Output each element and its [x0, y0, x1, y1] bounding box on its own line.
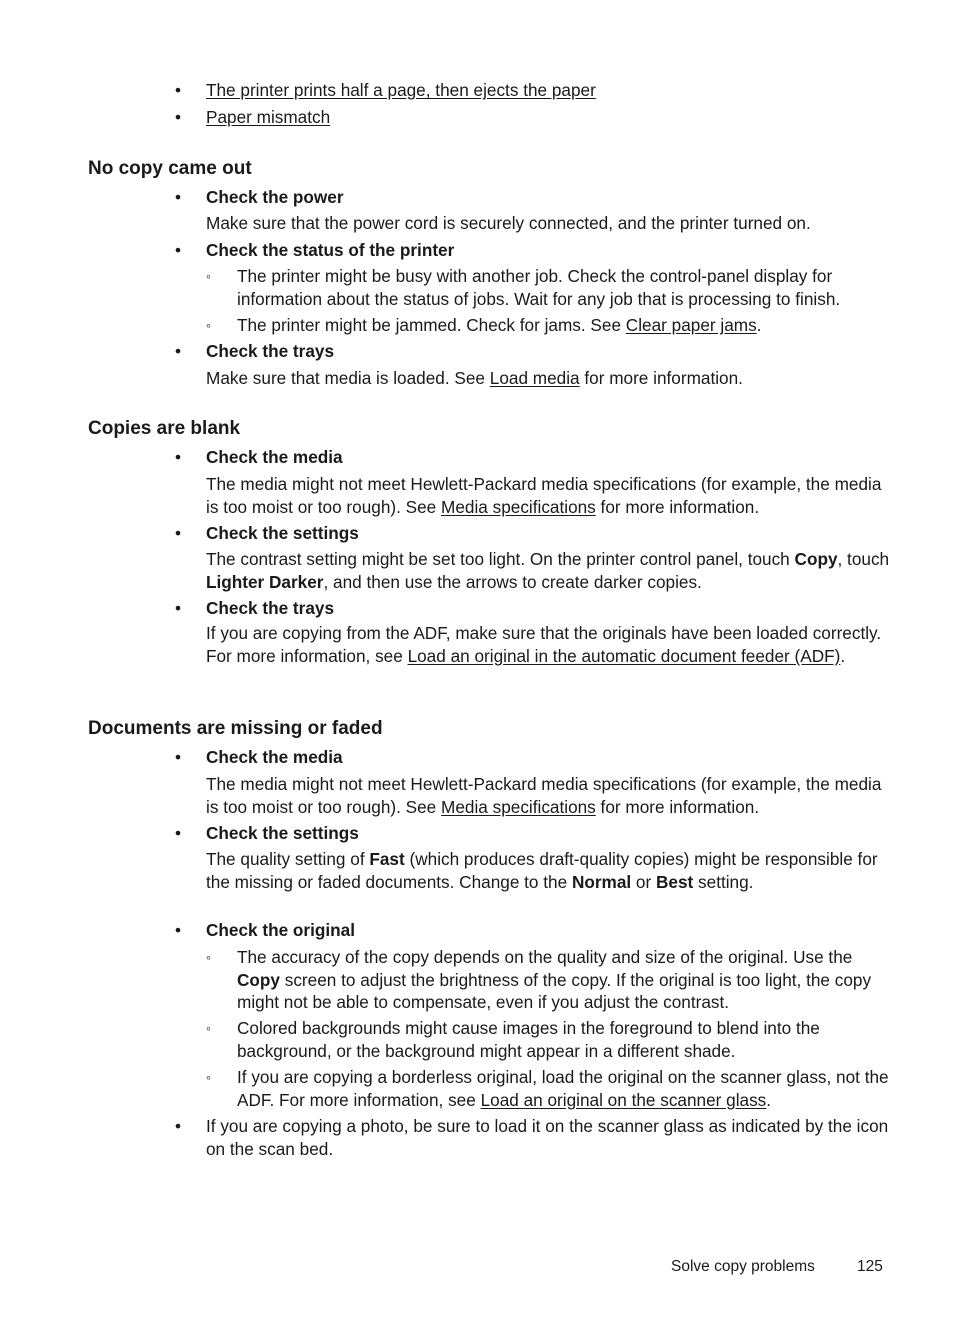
- item-text-check-media: The media might not meet Hewlett-Packard media specifications (for example, the media is too moist or too rough). See Media specifications for more information.: [206, 774, 882, 817]
- link-load-media[interactable]: Load media: [489, 368, 580, 388]
- item-title-check-media: Check the media: [206, 447, 343, 467]
- item-title-check-settings: Check the settings: [206, 523, 359, 543]
- item-title-check-media: Check the media: [206, 747, 343, 767]
- bullet: •: [175, 187, 182, 207]
- sub-bullet: ◦: [206, 1069, 211, 1085]
- original-sub-borderless: If you are copying a borderless original, load the original on the scanner glass, not the ADF. For more information, see Load an original on the scanner glass.: [237, 1067, 889, 1110]
- item-title-check-settings: Check the settings: [206, 823, 359, 843]
- bullet: •: [175, 80, 182, 100]
- heading-no-copy-came-out: No copy came out: [88, 158, 252, 179]
- item-text-check-settings: The quality setting of Fast (which produces draft-quality copies) might be responsible for the missing or faded documents. Change to the Normal or Best setting.: [206, 849, 878, 892]
- sub-bullet: ◦: [206, 1020, 211, 1036]
- footer-section-title: Solve copy problems: [671, 1258, 815, 1275]
- heading-documents-missing-faded: Documents are missing or faded: [88, 718, 383, 739]
- bullet: •: [175, 598, 182, 618]
- link-clear-paper-jams[interactable]: Clear paper jams: [625, 315, 757, 335]
- link-media-specifications[interactable]: Media specifications: [441, 796, 596, 817]
- item-text-check-trays: If you are copying from the ADF, make sure that the originals have been loaded correctly. For more information, see Load an original in the automatic document feeder (ADF).: [206, 623, 882, 666]
- item-text-check-power: Make sure that the power cord is securely connected, and the printer turned on.: [206, 213, 811, 233]
- bullet: •: [175, 523, 182, 543]
- sub-bullet: ◦: [206, 317, 211, 333]
- link-load-original-scanner-glass[interactable]: Load an original on the scanner glass: [480, 1089, 767, 1110]
- item-title-check-power: Check the power: [206, 187, 344, 207]
- item-title-check-trays: Check the trays: [206, 341, 335, 361]
- bullet: •: [175, 920, 182, 940]
- bullet: •: [175, 447, 182, 467]
- link-media-specifications[interactable]: Media specifications: [441, 496, 596, 517]
- link-load-original-adf[interactable]: Load an original in the automatic document feeder (ADF): [407, 645, 841, 666]
- bullet: •: [175, 823, 182, 843]
- heading-copies-are-blank: Copies are blank: [88, 418, 241, 439]
- bullet: •: [175, 747, 182, 767]
- bullet: •: [175, 1116, 182, 1136]
- bullet: •: [175, 107, 182, 127]
- status-sub-jammed: The printer might be jammed. Check for jams. See Clear paper jams.: [237, 315, 762, 335]
- item-text-check-media: The media might not meet Hewlett-Packard media specifications (for example, the media is too moist or too rough). See Media specifications for more information.: [206, 474, 882, 517]
- link-half-page-eject[interactable]: The printer prints half a page, then ejects the paper: [206, 80, 596, 100]
- status-sub-busy: The printer might be busy with another job. Check the control-panel display for information about the status of jobs. Wait for any job that is processing to finish.: [237, 266, 841, 309]
- sub-bullet: ◦: [206, 268, 211, 284]
- original-sub-accuracy: The accuracy of the copy depends on the quality and size of the original. Use the Copy screen to adjust the brightness of the copy. If the original is too light, the copy might not be able to compensate, even if you adjust the contrast.: [237, 947, 872, 1013]
- item-text-check-trays: Make sure that media is loaded. See Load media for more information.: [206, 368, 743, 388]
- bullet: •: [175, 240, 182, 260]
- item-text-check-settings: The contrast setting might be set too light. On the printer control panel, touch Copy, touch Lighter Darker, and then use the arrows to create darker copies.: [206, 549, 890, 592]
- link-paper-mismatch[interactable]: Paper mismatch: [206, 107, 331, 127]
- item-title-check-trays: Check the trays: [206, 598, 335, 618]
- page-number: 125: [857, 1258, 883, 1275]
- item-title-check-original: Check the original: [206, 920, 355, 940]
- sub-bullet: ◦: [206, 949, 211, 965]
- original-sub-colored-backgrounds: Colored backgrounds might cause images in the foreground to blend into the background, or the background might appear in a different shade.: [237, 1018, 820, 1061]
- bullet: •: [175, 341, 182, 361]
- item-text-copying-photo: If you are copying a photo, be sure to load it on the scanner glass as indicated by the icon on the scan bed.: [206, 1116, 889, 1159]
- item-title-check-status: Check the status of the printer: [206, 240, 455, 260]
